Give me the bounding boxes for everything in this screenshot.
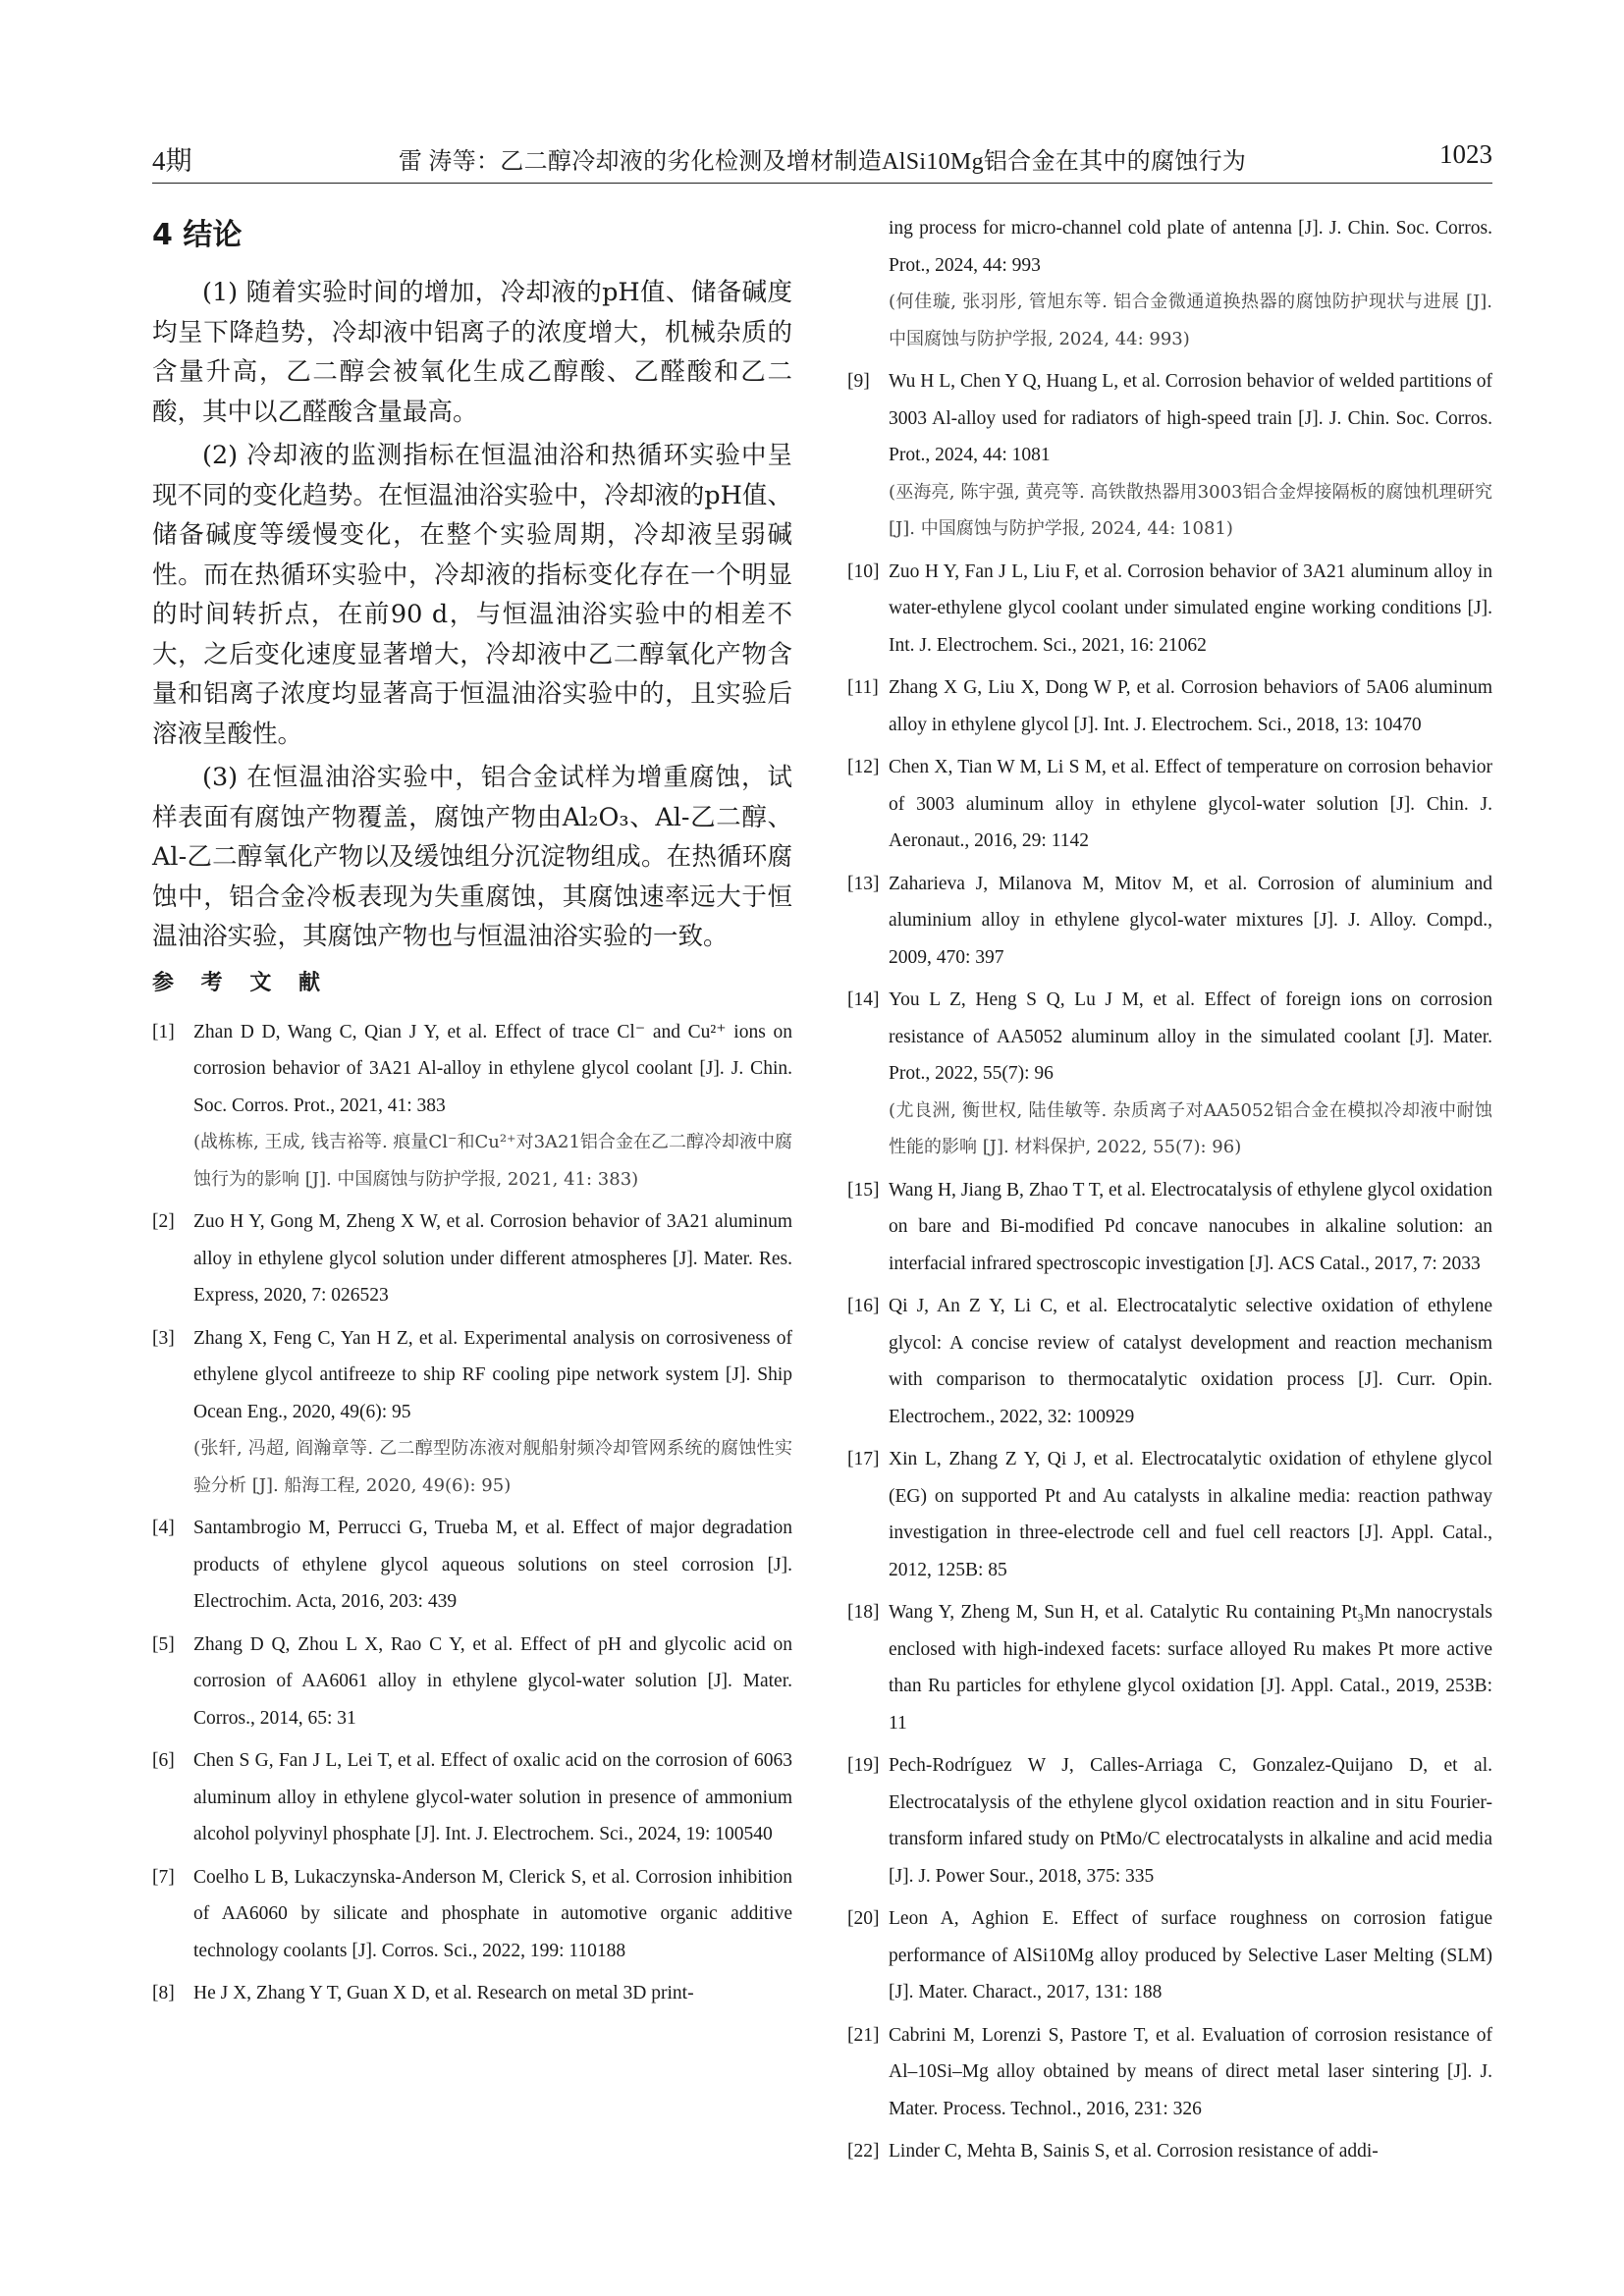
reference-text: Wang Y, Zheng M, Sun H, et al. Catalytic Ru containing Pt₃Mn nanocrystals enclosed with high-indexed facets: surface alloyed Ru makes Pt more active than Ru particles for ethylene glycol oxidation [J]. Appl. Catal., 2019, 253B: 11 xyxy=(889,1602,1492,1734)
reference-item xyxy=(847,1594,1492,1741)
running-header xyxy=(152,135,1492,183)
reference-number: [22] xyxy=(847,2141,880,2162)
issue-number: 4期 xyxy=(152,146,192,176)
reference-item xyxy=(847,749,1492,860)
reference-item xyxy=(847,2133,1492,2170)
reference-number: [19] xyxy=(847,1755,880,1776)
reference-number: [8] xyxy=(152,1983,175,2003)
reference-text: Chen X, Tian W M, Li S M, et al. Effect of temperature on corrosion behavior of 3003 aluminum alloy in ethylene glycol-water solution [J]. Chin. J. Aeronaut., 2016, 29: 1142 xyxy=(889,757,1492,851)
reference-number: [14] xyxy=(847,989,880,1010)
references-title: 参 考 文 献 xyxy=(152,970,330,995)
reference-text: Zhan D D, Wang C, Qian J Y, et al. Effect of trace Cl⁻ and Cu²⁺ ions on corrosion behavior of 3A21 Al-alloy in ethylene glycol coolant [J]. J. Chin. Soc. Corros. Prot., 2021, 41: 383 xyxy=(193,1021,792,1116)
conclusion-paragraph: (2) 冷却液的监测指标在恒温油浴和热循环实验中呈现不同的变化趋势。在恒温油浴实验中，冷却液的pH值、储备碱度等缓慢变化，在整个实验周期，冷却液呈弱碱性。而在热循环实验中，冷却液的指标变化存在一个明显的时间转折点，在前90 d，与恒温油浴实验中的相差不大，之后变化速度显著增大，冷却液中乙二醇氧化产物含量和铝离子浓度均显著高于恒温油浴实验中的，且实验后溶液呈酸性。 xyxy=(152,441,792,749)
reference-item xyxy=(847,669,1492,743)
reference-item xyxy=(152,1742,792,1853)
reference-chinese-text: (何佳璇, 张羽彤, 管旭东等. 铝合金微通道换热器的腐蚀防护现状与进展 [J]. 中国腐蚀与防护学报, 2024, 44: 993) xyxy=(889,292,1492,349)
reference-text: You L Z, Heng S Q, Lu J M, et al. Effect of foreign ions on corrosion resistance of AA5052 aluminum alloy in the simulated coolant [J]. Mater. Prot., 2022, 55(7): 96 xyxy=(889,989,1492,1084)
reference-item xyxy=(152,1320,792,1505)
reference-text: He J X, Zhang Y T, Guan X D, et al. Research on metal 3D print- xyxy=(193,1983,694,2003)
reference-item xyxy=(152,1014,792,1199)
reference-text: Zuo H Y, Gong M, Zheng X W, et al. Corrosion behavior of 3A21 aluminum alloy in ethylene glycol solution under different atmospheres [J]. Mater. Res. Express, 2020, 7: 026523 xyxy=(193,1211,792,1306)
reference-number: [3] xyxy=(152,1327,175,1349)
reference-item xyxy=(847,1747,1492,1895)
reference-item xyxy=(847,554,1492,665)
reference-item xyxy=(847,866,1492,977)
reference-text: Santambrogio M, Perrucci G, Trueba M, et al. Effect of major degradation products of ethylene glycol aqueous solutions on steel corrosion [J]. Electrochim. Acta, 2016, 203: 439 xyxy=(193,1518,792,1612)
reference-number: [11] xyxy=(847,677,879,698)
running-title: 雷 涛等：乙二醇冷却液的劣化检测及增材制造AlSi10Mg铝合金在其中的腐蚀行为 xyxy=(398,149,1247,175)
reference-item xyxy=(847,1172,1492,1283)
reference-number: [12] xyxy=(847,757,880,777)
reference-text: Wu H L, Chen Y Q, Huang L, et al. Corrosion behavior of welded partitions of 3003 Al-alloy used for radiators of high-speed train [J]. J. Chin. Soc. Corros. Prot., 2024, 44: 1081 xyxy=(889,371,1492,465)
reference-text: Linder C, Mehta B, Sainis S, et al. Corrosion resistance of addi- xyxy=(889,2141,1379,2162)
reference-text: Xin L, Zhang Z Y, Qi J, et al. Electrocatalytic oxidation of ethylene glycol (EG) on supported Pt and Au catalysts in alkaline media: reaction pathway investigation in three-electrode cell and fuel cell reactors [J]. Appl. Catal., 2012, 125B: 85 xyxy=(889,1449,1492,1580)
reference-text: Zhang X, Feng C, Yan H Z, et al. Experimental analysis on corrosiveness of ethylene glycol antifreeze to ship RF cooling pipe network system [J]. Ship Ocean Eng., 2020, 49(6): 95 xyxy=(193,1327,792,1422)
reference-number: [21] xyxy=(847,2024,880,2046)
reference-item xyxy=(847,363,1492,548)
left-column xyxy=(152,210,792,2018)
reference-text: Chen S G, Fan J L, Lei T, et al. Effect of oxalic acid on the corrosion of 6063 aluminum alloy in ethylene glycol-water solution in presence of ammonium alcohol polyvinyl phosphate [J]. Int. J. Electrochem. Sci., 2024, 19: 100540 xyxy=(193,1750,792,1844)
reference-item xyxy=(152,1627,792,1737)
reference-item xyxy=(152,1510,792,1621)
reference-number: [5] xyxy=(152,1633,175,1655)
reference-number: [17] xyxy=(847,1449,880,1469)
reference-number: [9] xyxy=(847,371,870,392)
reference-item xyxy=(847,2017,1492,2128)
conclusion-paragraph: (1) 随着实验时间的增加，冷却液的pH值、储备碱度均呈下降趋势，冷却液中铝离子的浓度增大，机械杂质的含量升高，乙二醇会被氧化生成乙醇酸、乙醛酸和乙二酸，其中以乙醛酸含量最高。 xyxy=(152,278,792,427)
reference-text: Coelho L B, Lukaczynska-Anderson M, Clerick S, et al. Corrosion inhibition of AA6060 by silicate and phosphate in automotive organic additive technology coolants [J]. Corros. Sci., 2022, 199: 110188 xyxy=(193,1866,792,1961)
reference-number: [2] xyxy=(152,1211,175,1232)
reference-item xyxy=(847,1288,1492,1435)
page-number: 1023 xyxy=(1439,139,1492,169)
reference-text: Zhang D Q, Zhou L X, Rao C Y, et al. Effect of pH and glycolic acid on corrosion of AA6061 alloy in ethylene glycol-water solution [J]. Mater. Corros., 2014, 65: 31 xyxy=(193,1633,792,1729)
reference-number: [16] xyxy=(847,1296,880,1316)
reference-item xyxy=(152,1203,792,1314)
reference-list-left xyxy=(152,1014,792,2012)
reference-number: [18] xyxy=(847,1602,880,1623)
section-title: 4 结论 xyxy=(152,218,243,252)
reference-list-right xyxy=(847,210,1492,2170)
header-rule xyxy=(152,183,1492,184)
reference-text: Zaharieva J, Milanova M, Mitov M, et al. Corrosion of aluminium and aluminium alloy in ethylene glycol-water mixtures [J]. J. Alloy. Compd., 2009, 470: 397 xyxy=(889,873,1492,968)
reference-number: [1] xyxy=(152,1021,175,1042)
reference-number: [13] xyxy=(847,873,880,894)
reference-item xyxy=(152,1859,792,1970)
reference-number: [20] xyxy=(847,1908,880,1929)
reference-text: ing process for micro-channel cold plate of antenna [J]. J. Chin. Soc. Corros. Prot., 2024, 44: 993 xyxy=(889,218,1492,276)
reference-text: Qi J, An Z Y, Li C, et al. Electrocatalytic selective oxidation of ethylene glycol: A concise review of catalyst development and reaction mechanism with comparison to thermocatalytic oxidation process [J]. Curr. Opin. Electrochem., 2022, 32: 100929 xyxy=(889,1296,1492,1427)
right-column xyxy=(847,210,1492,2176)
reference-text: Leon A, Aghion E. Effect of surface roughness on corrosion fatigue performance of AlSi10Mg alloy produced by Selective Laser Melting (SLM) [J]. Mater. Charact., 2017, 131: 188 xyxy=(889,1908,1492,2002)
reference-text: Zhang X G, Liu X, Dong W P, et al. Corrosion behaviors of 5A06 aluminum alloy in ethylene glycol [J]. Int. J. Electrochem. Sci., 2018, 13: 10470 xyxy=(889,677,1492,735)
reference-number: [15] xyxy=(847,1179,880,1201)
reference-chinese-text: (战栋栋, 王成, 钱吉裕等. 痕量Cl⁻和Cu²⁺对3A21铝合金在乙二醇冷却液中腐蚀行为的影响 [J]. 中国腐蚀与防护学报, 2021, 41: 383) xyxy=(193,1132,792,1190)
reference-chinese-text: (尤良洲, 衡世权, 陆佳敏等. 杂质离子对AA5052铝合金在模拟冷却液中耐蚀性能的影响 [J]. 材料保护, 2022, 55(7): 96) xyxy=(889,1099,1492,1157)
reference-item xyxy=(847,1900,1492,2011)
reference-item xyxy=(152,1975,792,2012)
reference-text: Wang H, Jiang B, Zhao T T, et al. Electrocatalysis of ethylene glycol oxidation on bare and Bi-modified Pd concave nanocubes in alkaline solution: an interfacial infrared spectroscopic investigation [J]. ACS Catal., 2017, 7: 2033 xyxy=(889,1179,1492,1274)
reference-number: [6] xyxy=(152,1750,175,1771)
reference-item xyxy=(847,982,1492,1166)
reference-number: [10] xyxy=(847,561,880,582)
reference-chinese-text: (巫海亮, 陈宇强, 黄亮等. 高铁散热器用3003铝合金焊接隔板的腐蚀机理研究 [J]. 中国腐蚀与防护学报, 2024, 44: 1081) xyxy=(889,481,1492,539)
conclusion-paragraph: (3) 在恒温油浴实验中，铝合金试样为增重腐蚀，试样表面有腐蚀产物覆盖，腐蚀产物由Al₂O₃、Al-乙二醇、Al-乙二醇氧化产物以及缓蚀组分沉淀物组成。在热循环腐蚀中，铝合金冷板表现为失重腐蚀，其腐蚀速率远大于恒温油浴实验，其腐蚀产物也与恒温油浴实验的一致。 xyxy=(152,763,792,951)
reference-number: [7] xyxy=(152,1866,175,1888)
reference-text: Pech-Rodríguez W J, Calles-Arriaga C, Gonzalez-Quijano D, et al. Electrocatalysis of the ethylene glycol oxidation reaction and in situ Fourier-transform infared study on PtMo/C electrocatalysts in alkaline and acid media [J]. J. Power Sour., 2018, 375: 335 xyxy=(889,1755,1492,1887)
reference-text: Zuo H Y, Fan J L, Liu F, et al. Corrosion behavior of 3A21 aluminum alloy in water-ethylene glycol coolant under simulated engine working conditions [J]. Int. J. Electrochem. Sci., 2021, 16: 21062 xyxy=(889,561,1492,656)
reference-chinese-text: (张轩, 冯超, 阎瀚章等. 乙二醇型防冻液对舰船射频冷却管网系统的腐蚀性实验分析 [J]. 船海工程, 2020, 49(6): 95) xyxy=(193,1438,792,1496)
reference-number: [4] xyxy=(152,1518,175,1538)
reference-item xyxy=(847,210,1492,357)
reference-text: Cabrini M, Lorenzi S, Pastore T, et al. Evaluation of corrosion resistance of Al–10Si–Mg alloy obtained by means of direct metal laser sintering [J]. J. Mater. Process. Technol., 2016, 231: 326 xyxy=(889,2024,1492,2119)
reference-item xyxy=(847,1441,1492,1588)
